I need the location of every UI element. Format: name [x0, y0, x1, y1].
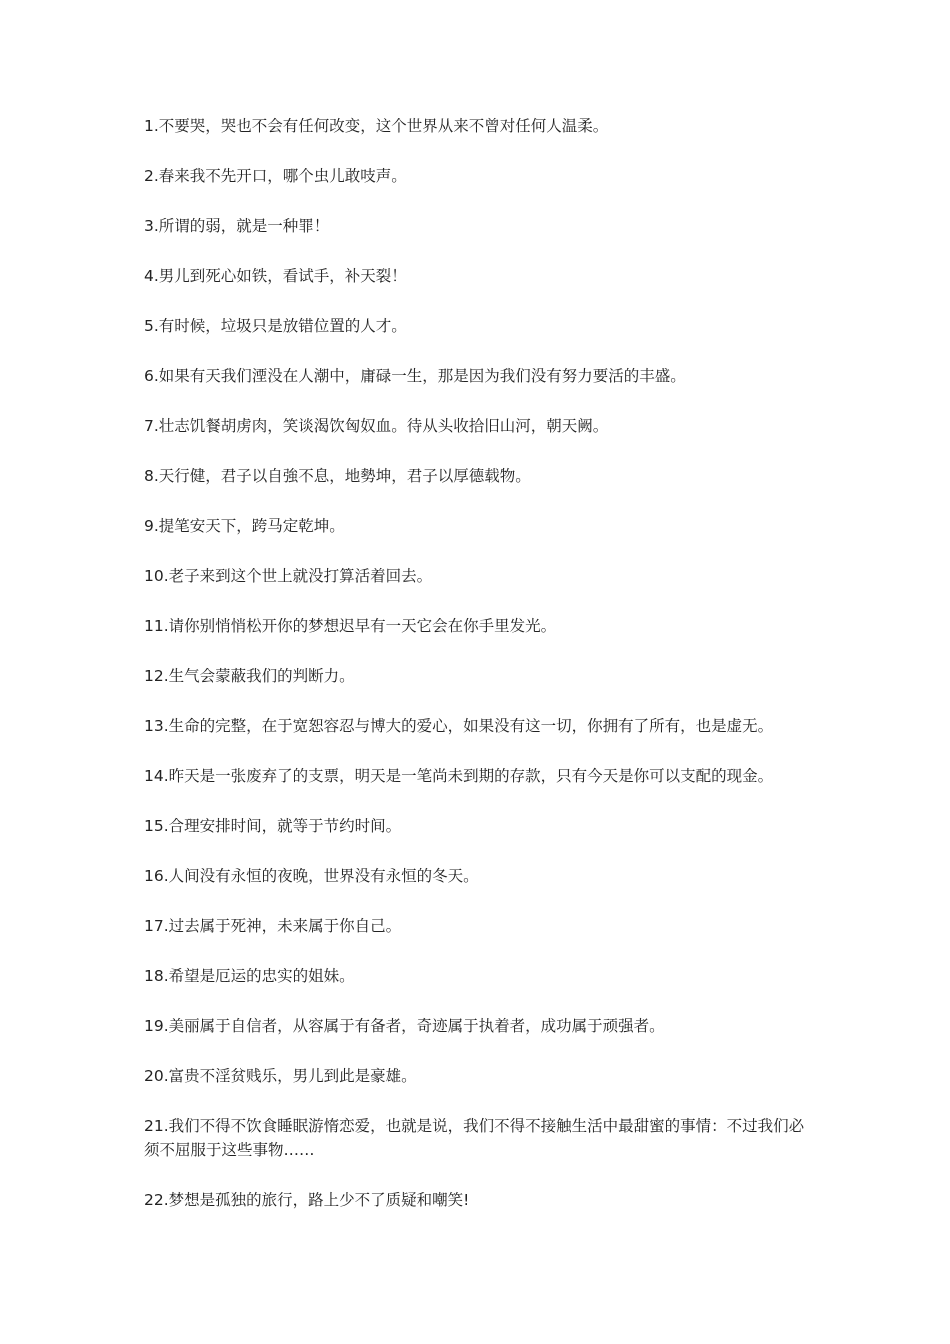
- quote-item: 15.合理安排时间，就等于节约时间。: [144, 817, 402, 835]
- quote-item: 4.男儿到死心如铁，看试手，补天裂！: [144, 267, 407, 285]
- quote-item: 11.请你别悄悄松开你的梦想迟早有一天它会在你手里发光。: [144, 617, 557, 635]
- quote-item: 6.如果有天我们湮没在人潮中，庸碌一生，那是因为我们没有努力要活的丰盛。: [144, 367, 686, 385]
- quote-item: 1.不要哭，哭也不会有任何改变，这个世界从来不曾对任何人温柔。: [144, 117, 609, 135]
- quote-item: 8.天行健，君子以自強不息，地勢坤，君子以厚德载物。: [144, 467, 531, 485]
- quote-item: 13.生命的完整，在于宽恕容忍与博大的爱心，如果没有这一切，你拥有了所有，也是虚无。: [144, 717, 774, 735]
- quote-item: 10.老子来到这个世上就没打算活着回去。: [144, 567, 433, 585]
- quote-item: 20.富贵不淫贫贱乐，男儿到此是豪雄。: [144, 1067, 417, 1085]
- quote-item: 21.我们不得不饮食睡眠游惰恋爱，也就是说，我们不得不接触生活中最甜蜜的事情：不过我们必须不屈服于这些事物……: [144, 1117, 805, 1159]
- quote-item: 9.提笔安天下，跨马定乾坤。: [144, 517, 345, 535]
- quote-item: 12.生气会蒙蔽我们的判断力。: [144, 667, 355, 685]
- quote-item: 2.春来我不先开口，哪个虫儿敢吱声。: [144, 167, 407, 185]
- quote-item: 16.人间没有永恒的夜晚，世界没有永恒的冬天。: [144, 867, 479, 885]
- quote-item: 19.美丽属于自信者，从容属于有备者，奇迹属于执着者，成功属于顽强者。: [144, 1017, 665, 1035]
- quote-item: 18.希望是厄运的忠实的姐妹。: [144, 967, 355, 985]
- quote-item: 7.壮志饥餐胡虏肉，笑谈渴饮匈奴血。待从头收拾旧山河，朝天阙。: [144, 417, 609, 435]
- quote-item: 3.所谓的弱，就是一种罪！: [144, 217, 330, 235]
- quote-item: 22.梦想是孤独的旅行，路上少不了质疑和嘲笑!: [144, 1191, 470, 1209]
- quote-item: 14.昨天是一张废弃了的支票，明天是一笔尚未到期的存款，只有今天是你可以支配的现金。: [144, 767, 774, 785]
- quote-item: 17.过去属于死神，未来属于你自己。: [144, 917, 402, 935]
- quote-list: [144, 114, 834, 1238]
- quote-item: 5.有时候，垃圾只是放错位置的人才。: [144, 317, 407, 335]
